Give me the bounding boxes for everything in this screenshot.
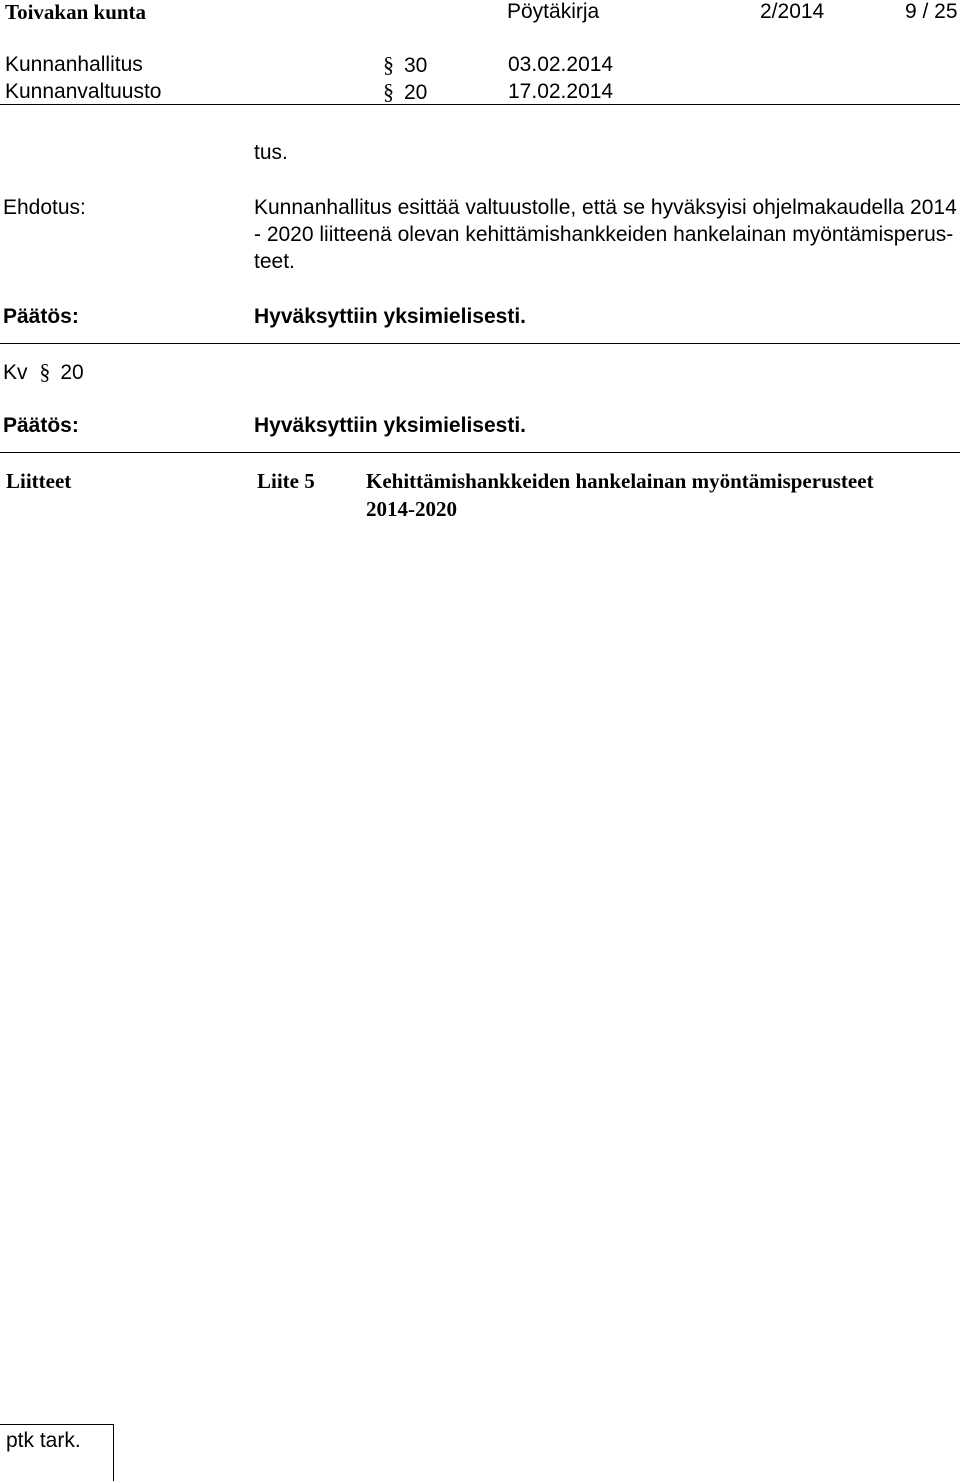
section-sign: § [383, 52, 394, 77]
section-number: 20 [404, 81, 428, 104]
proposal-line: Kunnanhallitus esittää valtuustolle, että se hyväksyisi ohjelmakaudella 2014 [254, 196, 957, 219]
meeting-date: 03.02.2014 [508, 53, 614, 76]
attachment-id: Liite 5 [257, 469, 315, 493]
review-stamp-box [0, 1424, 114, 1481]
decision-text: Hyväksyttiin yksimielisesti. [254, 414, 526, 437]
header-divider [0, 104, 960, 105]
section-reference [383, 53, 427, 78]
kv-section-reference [3, 360, 84, 385]
continuation-text: tus. [254, 141, 288, 164]
review-stamp-label: ptk tark. [6, 1429, 81, 1452]
section-divider [0, 452, 960, 453]
municipality-name: Toivakan kunta [5, 0, 147, 24]
proposal-label: Ehdotus: [3, 196, 86, 219]
decision-label: Päätös: [3, 414, 79, 437]
kv-label: Kv [3, 361, 28, 384]
attachment-title: 2014-2020 [366, 497, 457, 521]
section-sign: § [39, 359, 51, 384]
proposal-line: teet. [254, 250, 295, 273]
body-name: Kunnanhallitus [5, 53, 143, 76]
section-sign: § [383, 79, 394, 104]
document-number: 2/2014 [760, 0, 825, 23]
body-name: Kunnanvaltuusto [5, 80, 162, 103]
attachment-title: Kehittämishankkeiden hankelainan myöntämisperusteet [366, 469, 874, 493]
section-divider [0, 343, 960, 344]
kv-section-number: 20 [60, 361, 84, 384]
section-reference [383, 80, 427, 105]
attachments-label: Liitteet [6, 469, 72, 493]
decision-text: Hyväksyttiin yksimielisesti. [254, 305, 526, 328]
proposal-line: - 2020 liitteenä olevan kehittämishankkeiden hankelainan myöntämisperus- [254, 223, 954, 246]
document-type: Pöytäkirja [507, 0, 600, 23]
meeting-date: 17.02.2014 [508, 80, 614, 103]
page-number: 9 / 25 [905, 0, 958, 23]
section-number: 30 [404, 54, 428, 77]
decision-label: Päätös: [3, 305, 79, 328]
